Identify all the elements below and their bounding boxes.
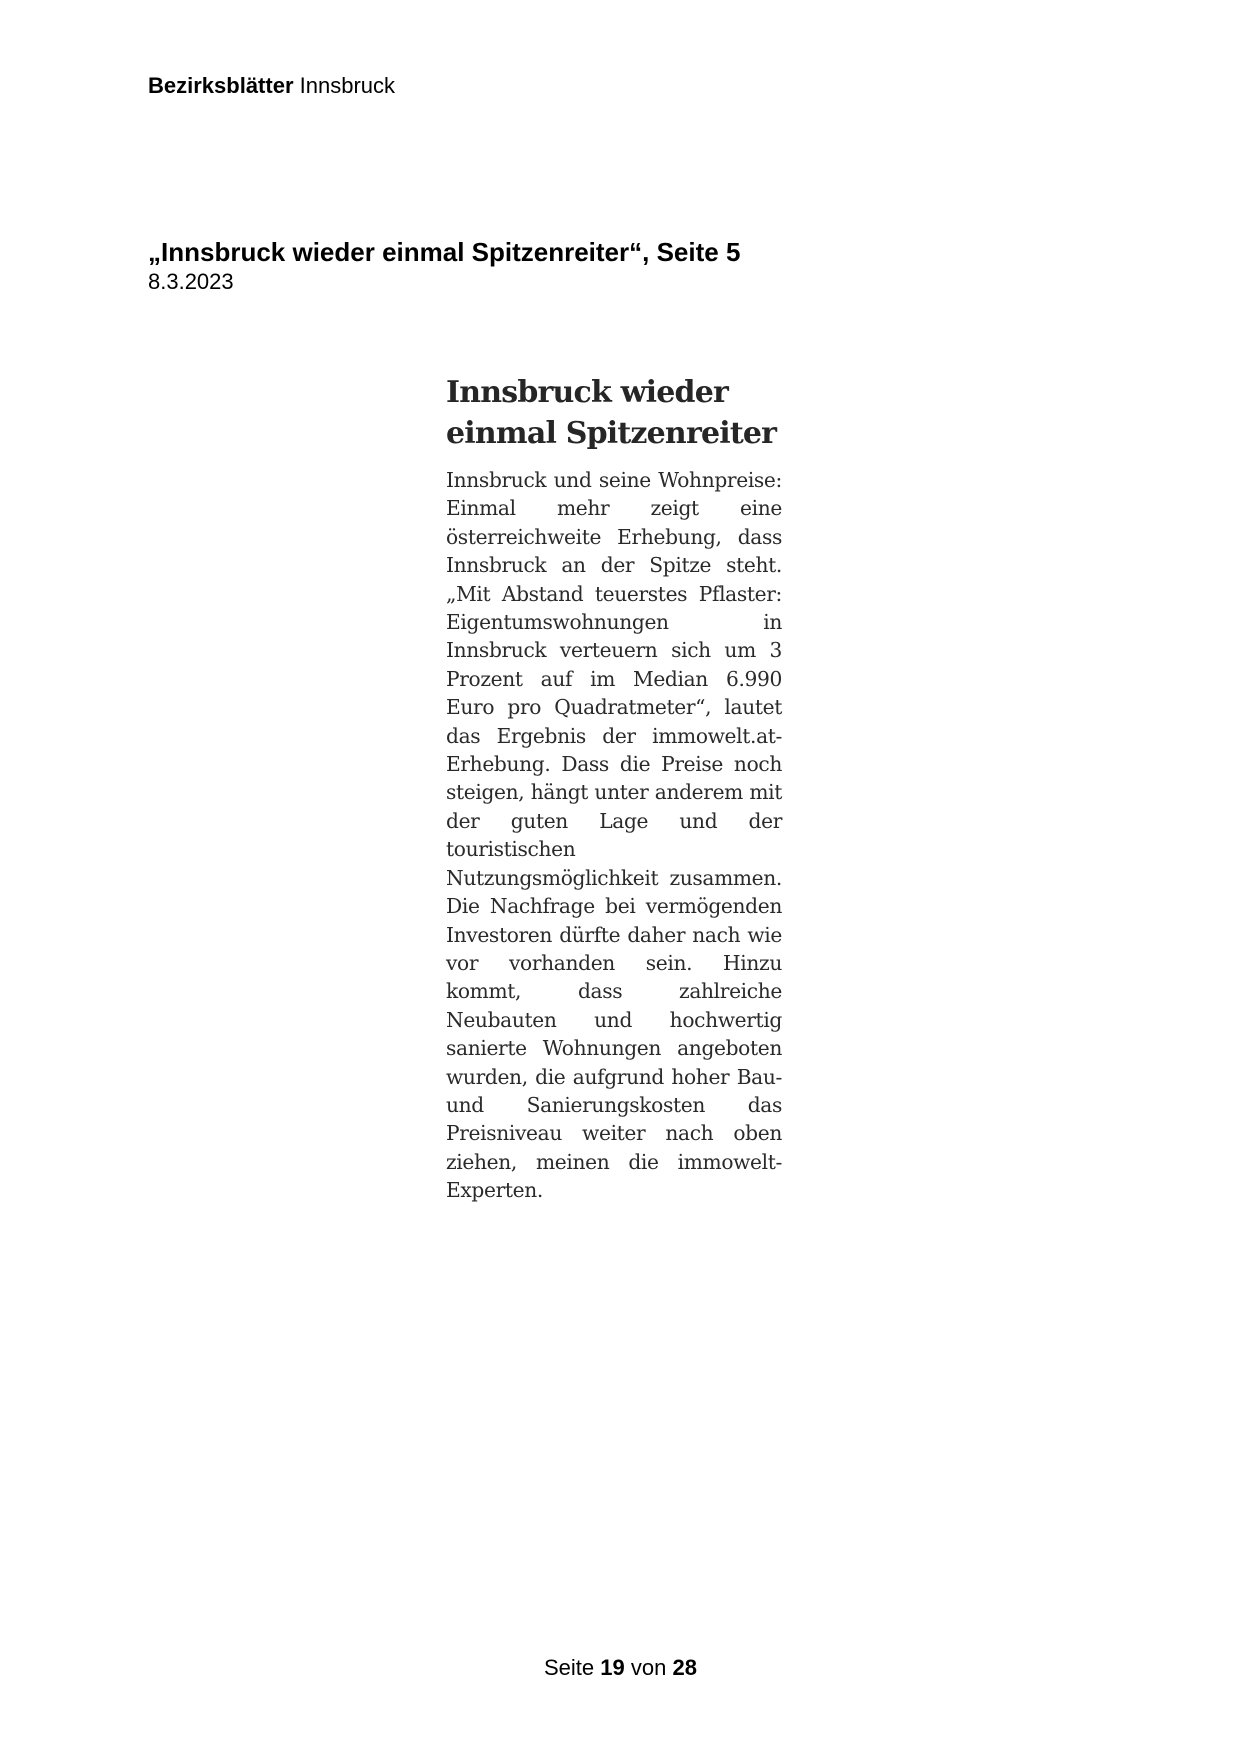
document-title: „Innsbruck wieder einmal Spitzenreiter“, Seite 5	[148, 237, 741, 267]
current-page-number: 19	[600, 1655, 625, 1680]
publication-edition: Innsbruck	[299, 73, 396, 98]
article-headline: Innsbruck wieder einmal Spitzenreiter	[446, 375, 777, 451]
publication-header	[148, 72, 395, 100]
article-body: Innsbruck und seine Wohnpreise: Einmal mehr zeigt eine österreichweite Erhebung, dass Innsbruck an der Spitze steht. „Mit Abstand teuerstes Pflaster: Eigentumswohnungen in Innsbruck verteuern sich um 3 Prozent auf im Median 6.990 Euro pro Quadratmeter“, lautet das Ergebnis der immowelt.at-Erhebung. Dass die Preise noch steigen, hängt unter anderem mit der guten Lage und der touristischen Nutzungsmöglichkeit zusammen. Die Nachfrage bei vermögenden Investoren dürfte daher nach wie vor vorhanden sein. Hinzu kommt, dass zahlreiche Neubauten und hochwertig sanierte Wohnungen angeboten wurden, die aufgrund hoher Bau- und Sanierungskosten das Preisniveau weiter nach oben ziehen, meinen die immowelt-Experten.	[446, 468, 782, 1203]
page-label: Seite	[544, 1655, 595, 1680]
page-footer	[0, 1654, 1241, 1682]
page-separator: von	[630, 1655, 667, 1680]
publication-name: Bezirksblätter	[148, 73, 294, 98]
total-page-number: 28	[672, 1655, 697, 1680]
article-clipping	[446, 372, 782, 1205]
document-date: 8.3.2023	[148, 269, 234, 294]
